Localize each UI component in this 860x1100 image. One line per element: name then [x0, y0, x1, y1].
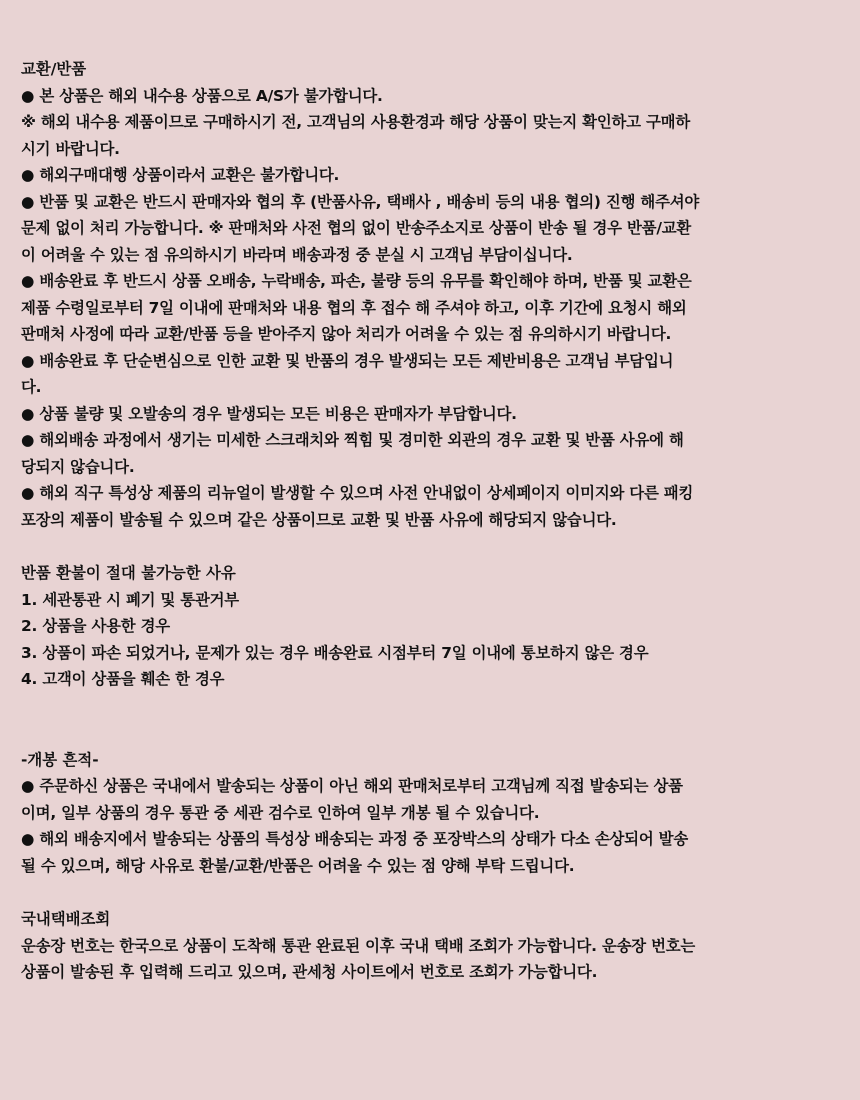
policy-line: ● 해외 직구 특성상 제품의 리뉴얼이 발생할 수 있으며 사전 안내없이 상세페이지 이미지와 다른 패킹 [21, 484, 694, 502]
policy-line: ● 본 상품은 해외 내수용 상품으로 A/S가 불가합니다. [21, 86, 383, 105]
policy-line: ● 배송완료 후 단순변심으로 인한 교환 및 반품의 경우 발생되는 모든 제반비용은 고객님 부담입니 [21, 351, 674, 370]
policy-line: 다. [21, 378, 42, 396]
section-heading: 국내택배조회 [21, 910, 111, 928]
policy-line: ● 상품 불량 및 오발송의 경우 발생되는 모든 비용은 판매자가 부담합니다. [21, 404, 517, 423]
section-heading: 반품 환불이 절대 불가능한 사유 [21, 564, 236, 582]
reason-item: 2. 상품을 사용한 경우 [21, 617, 170, 635]
section-non-refundable-reasons [21, 560, 860, 693]
section-heading: 교환/반품 [21, 60, 87, 78]
policy-line: 문제 없이 처리 가능합니다. ※ 판매처와 사전 협의 없이 반송주소지로 상품이 반송 될 경우 반품/교환 [21, 219, 692, 237]
policy-line: ● 해외 배송지에서 발송되는 상품의 특성상 배송되는 과정 중 포장박스의 상태가 다소 손상되어 발송 [21, 830, 688, 848]
policy-line: 시기 바랍니다. [21, 139, 120, 158]
section-heading: -개봉 흔적- [21, 750, 99, 769]
policy-line: 당되지 않습니다. [21, 457, 135, 476]
policy-line: 판매처 사정에 따라 교환/반품 등을 받아주지 않아 처리가 어려울 수 있는 점 유의하시기 바랍니다. [21, 325, 672, 343]
policy-line: ● 주문하신 상품은 국내에서 발송되는 상품이 아닌 해외 판매처로부터 고객님께 직접 발송되는 상품 [21, 777, 683, 795]
policy-line: 상품이 발송된 후 입력해 드리고 있으며, 관세청 사이트에서 번호로 조회가 가능합니다. [21, 963, 598, 981]
policy-line: ● 배송완료 후 반드시 상품 오배송, 누락배송, 파손, 불량 등의 유무를 확인해야 하며, 반품 및 교환은 [21, 272, 692, 290]
reason-item: 3. 상품이 파손 되었거나, 문제가 있는 경우 배송완료 시점부터 7일 이내에 통보하지 않은 경우 [21, 643, 649, 662]
policy-line: 이며, 일부 상품의 경우 통관 중 세관 검수로 인하여 일부 개봉 될 수 있습니다. [21, 803, 540, 822]
policy-line: ● 해외배송 과정에서 생기는 미세한 스크래치와 찍힘 및 경미한 외관의 경우 교환 및 반품 사유에 해 [21, 431, 684, 449]
policy-line: 제품 수령일로부터 7일 이내에 판매처와 내용 협의 후 접수 해 주셔야 하고, 이후 기간에 요청시 해외 [21, 298, 687, 317]
section-domestic-tracking [21, 906, 860, 986]
policy-line: ※ 해외 내수용 제품이므로 구매하시기 전, 고객님의 사용환경과 해당 상품이 맞는지 확인하고 구매하 [21, 113, 691, 131]
reason-item: 4. 고객이 상품을 훼손 한 경우 [21, 670, 225, 688]
policy-line: ● 해외구매대행 상품이라서 교환은 불가합니다. [21, 166, 340, 184]
section-exchange-return [21, 56, 860, 533]
reason-item: 1. 세관통관 시 폐기 및 통관거부 [21, 590, 239, 609]
section-opening-traces [21, 747, 860, 880]
policy-line: 이 어려울 수 있는 점 유의하시기 바라며 배송과정 중 분실 시 고객님 부담이십니다. [21, 245, 573, 264]
policy-line: 운송장 번호는 한국으로 상품이 도착해 통관 완료된 이후 국내 택배 조회가 가능합니다. 운송장 번호는 [21, 936, 696, 955]
policy-line: ● 반품 및 교환은 반드시 판매자와 협의 후 (반품사유, 택배사 , 배송비 등의 내용 협의) 진행 해주셔야 [21, 192, 700, 211]
policy-line: 될 수 있으며, 해당 사유로 환불/교환/반품은 어려울 수 있는 점 양해 부탁 드립니다. [21, 856, 575, 875]
policy-line: 포장의 제품이 발송될 수 있으며 같은 상품이므로 교환 및 반품 사유에 해당되지 않습니다. [21, 510, 617, 529]
